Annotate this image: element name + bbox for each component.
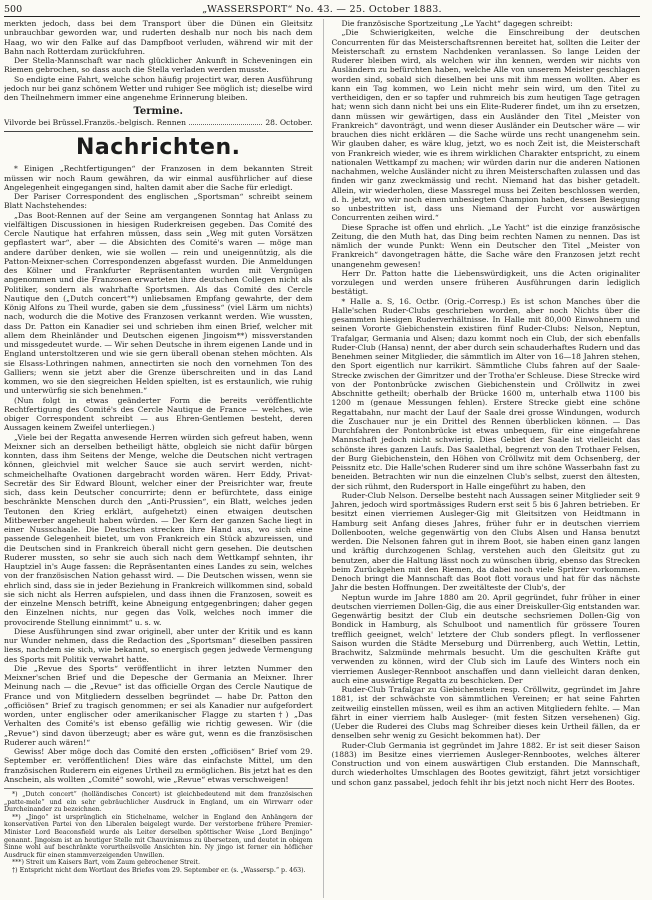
leader-dots [189,118,262,125]
news-paragraph: Ruder-Club Trafalgar zu Giebichenstein resp. Cröllwitz, gegründet im Jahre 1881, ist der schwächste von sämmtlichen Vereinen; er hat seine Fahrten zeitweilig einstellen müssen, weil es ihm an activen Mitgliedern fehlte. — Man fährt in einer vierriem halb Ausleger- (mit festen Sitzen versehenen) Gig. (Ueber die Ruderei des Clubs mag Schreiber dieses kein Urtheil fällen, da er denselben sehr wenig zu Gesicht bekommen hat). Der [331,685,640,741]
termine-date: 28. October. [265,118,313,128]
news-paragraph: Neptun wurde im Jahre 1880 am 20. April gegründet, fuhr früher in einer deutschen vierriemen Dollen-Gig, die aus einer Dreiskuller-Gig entstanden war. Gegenwärtig besitzt der Club ein deutsche sechsriemen Dollen-Gig von Bondick in Hamburg, als Schulboot und namentlich für grössere Touren trefflich geeignet, welch' letztere der Club sonders pflegt. In verflossener Saison wurden die Städte Merseburg und Dürrenberg, auch Wettin, Lettin, Brachwitz, Salzmünde mehrmals besucht. Um die geschulten Kräfte gut verwenden zu können, wird der Club sich im Laufe des Winters noch ein vierriemen Ausleger-Rennboot anschaffen und dann vielleicht daran denken, auch eine auswärtige Regatta zu beschicken. Der [331,592,640,685]
right-column [323,19,641,898]
intro-paragraph: So endigte eine Fahrt, welche schon häufig projectirt war, deren Ausführung jedoch nur bei ganz schönem Wetter und ruhiger See möglich ist; dieselbe wird den Theilnehmern immer eine angenehme Erinnerung bleiben. [4,74,313,102]
news-paragraph: „Viele bei der Regatta anwesende Herren würden sich gefreut haben, wenn Meixner sich an derselben betheiligt hätte, obgleich sie nicht dafür bürgen konnten, dass ihm Seitens der Menge, welche die Deutschen nicht vertragen können, gleichviel mit welcher Sauce sie auch servirt werden, nicht-schmeichelhafte Ovationen dargebracht worden wären. Herr Eddy, Privat-Secretär des Sir Edward Blount, welcher einer der Preisrichter war, freute sich, dass kein Deutscher concurrirte; denn er befürchtete, dass einige beschränkte Menschen durch den „Anti-Prussien“, ein Blatt, welches jeden Teutonen den Krieg erklärt, aufgehetzt) einen etwaigen deutschen Mitbewerber angeheult haben würden. — Der Kern der ganzen Sache liegt in einer Nussschaale. Die Deutschen strecken ihre Hand aus, wo sich eine passende Gelegenheit bietet, um von Frankreich ein Stück abzureissen, und die Deutschen sind in Frankreich überall nicht gern gesehen. Die deutschen Ruderer mussten, so sehr sie auch sich nach dem Wettkampf sehnten, ihr Hauptziel in's Auge fassen: die Repräsentanten eines Landes zu sein, welches von der französischen Nation gehasst wird. — Die Deutschen wissen, wenn sie ehrlich sind, dass sie in jeder Beziehung in Frankreich willkommen sind, sobald sie sich nicht als Herren aufspielen, und dass ihnen die Franzosen, soweit es der einzelne Mensch betrifft, keine Abneigung entgegenbringen; daher gegen den Einzelnen nichts, nur gegen das Volk, welches noch immer die provocirende Stellung einnimmt“ u. s. w. [4,432,313,627]
footnotes [4,788,313,875]
news-paragraph: * Halle a. S, 16. Octbr. (Orig.-Corresp.) Es ist schon Manches über die Halle'schen Ruder-Clubs geschrieben worden, aber noch Nichts über die gesammten hiesigen Ruderverhältnisse. In Halle mit 80,000 Einwohnern und seinen Vororte Giebichenstein existiren fünf Ruder-Clubs: Nelson, Neptun, Trafalgar, Germania und Alsen; dazu kommt noch ein Club, der sich ebenfalls Ruder-Club (Hansa) nennt, der aber durch sein schauderhaftes Rudern und das Benehmen seiner Mitglieder, die sämmtlich im Alter von 16—18 Jahren stehen, den Sport eigentlich nur karrikirt. Sämmtliche Clubs fahren auf der Saale-Strecke zwischen der Gimritzer und der Trotha'er Schleuse. Diese Strecke wird von der Pontonbrücke zwischen Giebichenstein und Cröllwitz in zwei Abschnitte getheilt; oberhalb der Brücke 1600 m, unterhalb etwa 1100 bis 1200 m (genaue Messungen fehlen). Erstere Strecke giebt eine schöne Regattabahn, nur macht der Lauf der Saale drei grosse Windungen, wodurch die Zuschauer nur je ein Drittel des Rennen überblicken können. — Das Durchfahren der Pontonbrücke ist etwas unbequem, für eine eingefahrene Mannschaft jedoch nicht schwierig. Dies Gebiet der Saale ist vielleicht das schönste ihres ganzen Laufs. Das Saalethal, begrenzt von den Trothaer Felsen, der Burg Giebichenstein, den Höhen von Cröllwitz mit dem Ochsenberg, der Peissnitz etc. Die Halle'schen Ruderer sind um ihre schöne Wasserbahn fast zu beneiden. Betrachten wir nun die einzelnen Club's selbst, zuerst den ältesten, der sich rühmt, den Rudersport in Halle eingeführt zu haben, den [331,296,640,491]
news-paragraph: „Das Boot-Rennen auf der Seine am vergangenen Sonntag hat Anlass zu vielfältigen Discussionen in hiesigen Ruderkreisen gegeben. Das Comité des Cercle Nautique hat erfahren müssen, dass sein „Weg mit guten Vorsätzen gepflastert war“, aber — die Absichten des Comité's waren — möge man andere darüber denken, wie sie wollen — rein und uneigennützig, als die Patton-Meixner-schen Correspondenzen abgefasst wurden. Die Anmeldungen des Kölner und Frankfurter Repräsentanten wurden mit Vergnügen angenommen und die Franzosen erwarteten ihre deutschen Collegen nicht als Politiker, sondern als wahrhafte Sportsmen. Als das Comité des Cercle Nautique den („Dutch concert“*) unliebsamen Empfang gewahrte, der dem König Alfons zu Theil wurde, gaben sie dem „fussiness“ (viel Lärm um nichts) nach, wodurch die die Motive des Franzosen verkannt werden. Wie wussten, dass Dr. Patton ein Kanadier sei und schrieben ihm einen Brief, welcher mit allem dem Rheinländer und Deutschen eigenen Jingoism**) missverstanden und missgedeutet wurde. — Wir sehen Deutsche in ihrem eigenen Lande und in England unterstoltzeren und wie sie gern überall obenan stehen möchten. Als sie Elsass-Lothringen nahmen, annectirten sie noch den vornehmen Ton des Galliers; wenn sie jetzt aber die Grenze überschreiten und in das Land kommen, wo sie den siegreichen Helden spielten, ist es erstaunlich, wie ruhig und unterwürfig sie sich benehmen.“ [4,210,313,396]
publication-title: „WASSERSPORT“ No. 43. — 25. October 1883. [202,4,442,15]
termine-entry [4,118,313,128]
intro-paragraph: Der Stella-Mannschaft war nach glücklicher Ankunft in Scheveningen ein Riemen gebrochen, so dass auch die Stella verladen werden musste. [4,56,313,75]
left-column [4,19,313,898]
termine-event: Französ.-belgisch. Rennen [83,118,186,128]
news-paragraph: Ruder-Club Nelson. Derselbe besteht nach Aussagen seiner Mitglieder seit 9 Jahren, jedoch wird sportmässiges Rudern erst seit 5 bis 6 Jahren betrieben. Er besitzt einen vierriemen Ausleger-Gig mit Gleitsitzen von Heidtmann in Hamburg seit Anfang dieses Jahres, früher fuhr er in deutschen vierriem Dollenbooten, welche gegenwärtig von den Clubs Alsen und Hansa benutzt werden. Die Nelsonen fahren gut in ihrem Boot, sie haben einen ganz langen und kräftig durchzogenen Schlag, verstehen auch den Gleitsitz gut zu benutzen, aber die Haltung lässt noch zu wünschen übrig, ebenso das Strecken beim Zurückgehen mit den Riemen, da dabei noch viele Spritzer vorkommen. Denoch bringt die Mannschaft das Boot flott voraus und hat für das nächste Jahr die besten Hoffnungen. Der zweitälteste der Club's, der [331,490,640,593]
page-number: 500 [4,4,23,15]
footnote: †) Entspricht nicht dem Wortlaut des Briefes vom 29. September er. (s. „Wassersp.“ p. 463). [12,866,306,874]
footnote: ***) Streit um Kaisers Bart, vom Zaum gebrochener Streit. [12,859,200,867]
divider [4,131,313,132]
news-paragraph: Diese Ausführungen sind zwar originell, aber unter der Kritik und es kann nur Wunder nehmen, dass die Redaction des „Sportsman“ dieselben passiren liess, nachdem sie sich, wie bekannt, so energisch gegen jedwede Vermengung des Sports mit Politik verwahrt hatte. [4,626,313,664]
news-paragraph: Herr Dr. Patton hatte die Liebenswürdigkeit, uns die Acten originaliter vorzulegen und werden unsere früheren Ausführungen darin lediglich bestätigt. [331,268,640,297]
news-paragraph: Ruder-Club Germania ist gegründet im Jahre 1882. Er ist seit dieser Saison (1883) im Besitze eines vierriemen Ausleger-Rennbootes, welches älterer Construction und von einem auswärtigen Club erstanden. Die Mannschaft, durch wiederholtes Umschlagen des Bootes gewitzigt, fährt jetzt vorsichtiger und schon ganz passabel, jedoch fehlt ihr bis jetzt noch nicht Herr des Bootes. [331,740,640,787]
news-paragraph: Der Pariser Correspondent des englischen „Sportsman“ schreibt seinem Blatt Nachstehendes: [4,192,313,211]
intro-paragraph: merkten jedoch, dass bei dem Transport über die Dünen ein Gleitsitz unbrauchbar geworden war, und ruderten deshalb nur noch bis nach dem Haag, wo wir den Falke auf das Dampfboot verluden, während wir mit der Bahn nach Rotterdam zurückfuhren. [4,19,313,56]
news-paragraph: Diese Sprache ist offen und ehrlich. „Le Yacht“ ist die einzige französische Zeitung, die den Muth hat, das Ding beim rechten Namen zu nennen. Das ist nämlich der wunde Punkt: Wenn ein Deutscher den Titel „Meister von Frankreich“ davongetragen hätte, die Sache wäre den Franzosen jetzt recht unangenehm gewesen! [331,222,640,269]
columns [4,19,640,898]
news-paragraph: Die französische Sportzeitung „Le Yacht“ dagegen schreibt: [341,19,573,28]
termine-heading: Termine. [133,106,183,118]
news-paragraph: * Einigen „Rechtfertigungen“ der Franzosen in dem bekannten Streit müssen wir noch Raum gewähren, da wir einmal ausführlicher auf diese Angelegenheit eingegangen sind, halten damit aber die Sache für erledigt. [4,164,313,192]
footnote: **) „Jingo“ ist ursprünglich ein Stichelname, welcher in England den Anhängern der konservativen Partei von den Liberalen beigelegt wurde. Der verstorbene frühere Premier-Minister Lord Beaconsfield wurde als Leiter derselben spöttischer Weise „Lord Benjingo“ genannt. Jingoism ist an heutiger Stelle mit Chauvinismus zu übersetzen, und deutet in obigem Sinne wohl auf beschränkte vorurtheilsvolle Ansichten hin. Ny jingo ist ferner ein höflicher Ausdruck für einen stammverzeigenden Unwillen. [4,813,313,859]
news-paragraph: Gewiss! Aber möge doch das Comité den ersten „officiösen“ Brief vom 29. September er. veröffentlichen! Dies wäre das einfachste Mittel, um den französischen Ruderern ein eigenes Urtheil zu ermöglichen. Bis jetzt hat es den Anschein, als wollten „Comité“ sowohl, wie „Revue“ etwas verschweigen! [4,747,313,784]
footnote: *) „Dutch concert“ (holländisches Concert) ist gleichbedeutend mit dem französischen „patte-mele“ und ein sehr gebräuchlicher Ausdruck in England, um ein Wirrwarr oder Durcheinander zu bezeichnen. [4,791,313,814]
section-title: Nachrichten. [75,135,241,161]
page-header [4,3,640,17]
news-paragraph: „Die Schwierigkeiten, welche die Einschreibung der deutschen Concurrenten für das Meisterschaftsrennen bereitet hat, sollten die Leiter der Meisterschaft zu ernstem Nachdenken veranlassen. So lange Leiden der Ruderer bleiben wird, als welchen wir ihn kennen, werden wir nichts von Ausländern zu befürchten haben, welche Alle von unserem Meister geschlagen worden sind, sobald sich dieselben bei uns mit ihm messen wollten. Aber es kann ein Tag kommen, wo Lein nicht mehr sein wird, um den Titel zu vertheidigen, den er so tapfer und ruhmreich bis zum heutigen Tage getragen hat; wenn sich dann nicht bei uns ein Elite-Ruderer findet, um ihn zu ersetzen, dann müssen wir gewärtigen, dass ein Ausländer den Titel „Meister von Frankreich“ davonträgt, und wenn dieser Ausländer ein Deutscher wäre — wir brauchen dies nicht erklären — die Sache würde uns recht unangenehm sein. Wir glauben daher, es wäre klug, jetzt, wo es noch Zeit ist, die Meisterschaft von Frankreich wieder, wie es ihrem wirklichen Charakter entspricht, zu einem nationalen Wettkampf zu machen; wir würden darin nur die anderen Nationen nachahmen, welche Ausländer nicht zu ihren Meisterschaften zulassen und das finden wir ganz zweckmässig und recht. Niemand hat das bisher getadelt. Allein, wir wiederholen, diese Massregel muss bei Zeiten beschlossen werden, d. h. jetzt, wo wir noch einen unbesiegten Champion haben, dessen Besiegung so unbestritten ist, dass uns Niemand der Furcht vor auswärtigen Concurrenten zeihen wird.“ [331,28,640,223]
news-paragraph: (Nun folgt in etwas geänderter Form die bereits veröffentlichte Rechtfertigung des Comité's des Cercle Nautique de France — welches, wie obiger Correspondent schreibt — aus Ehren-Gentlemen besteht, deren Aussagen keinem Zweifel unterliegen.) [4,395,313,433]
termine-place: Vilvorde bei Brüssel. [4,118,84,128]
news-paragraph: Die „Revue des Sports“ veröffentlicht in ihrer letzten Nummer den Meixner'schen Brief und die Depesche der Germania an Meixner. Ihrer Meinung nach — die „Revue“ ist das officielle Organ des Cercle Nautique de France und von Mitgliedern desselben begründet — habe Dr. Patton den „officiösen“ Brief zu tragisch genommen; er sei als Kanadier nur aufgefordert worden, unter englischer oder amerikanischer Flagge zu starten†) „Das Verhalten des Comité's ist ebenso gefällig wie richtig gewesen. Wir (die „Revue“) sind davon überzeugt; aber es wäre gut, wenn es die französischen Ruderer auch wären!“ [4,663,313,747]
